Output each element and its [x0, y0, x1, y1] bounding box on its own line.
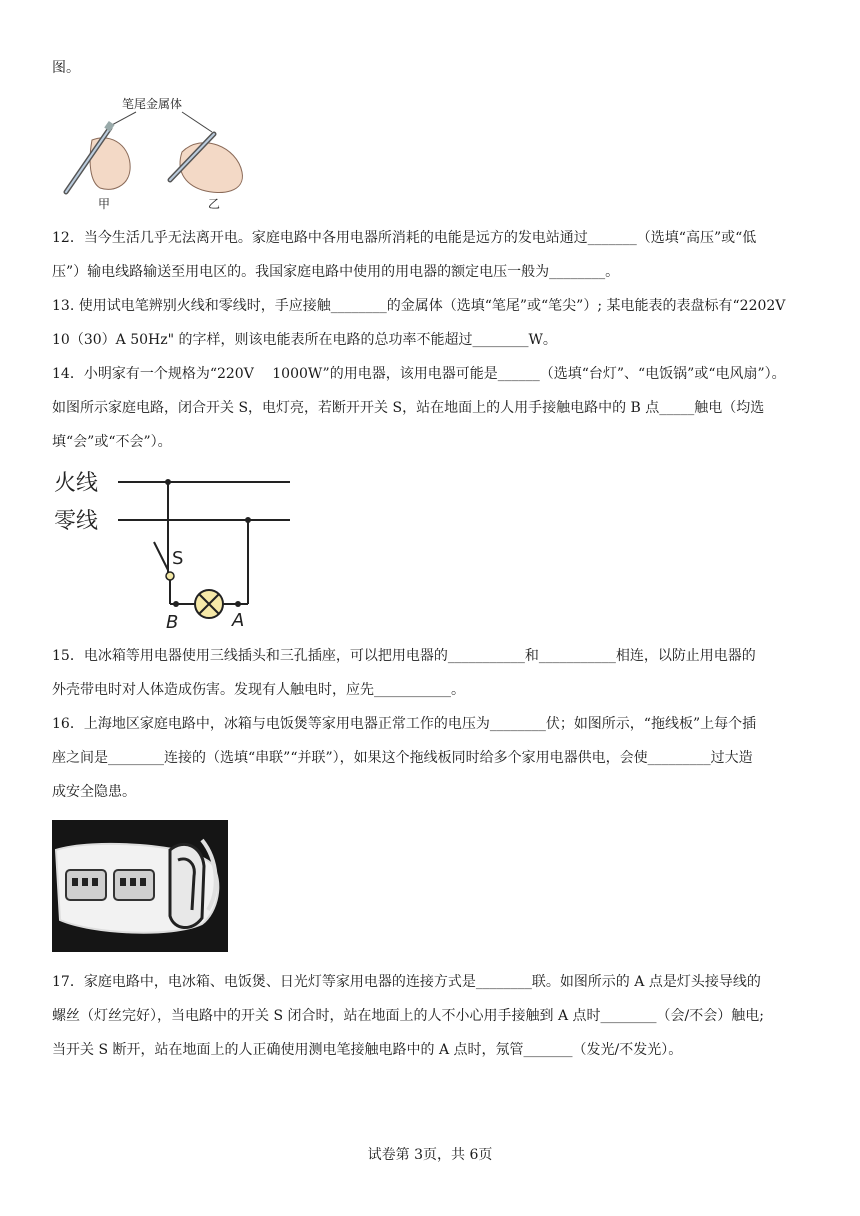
point-a-label: A	[232, 610, 245, 631]
hand-grip-right-icon	[170, 134, 242, 193]
figure-label-right: 乙	[208, 197, 221, 211]
continuation-text: 图。	[52, 60, 80, 76]
q17-line1: 17．家庭电路中，电冰箱、电饭煲、日光灯等家用电器的连接方式是________联。如图所示的 A 点是灯头接导线的	[52, 974, 761, 990]
q14-line3: 填“会”或“不会”）。	[52, 434, 172, 450]
switch-s-icon	[154, 542, 174, 580]
figure-caption: 笔尾金属体	[122, 97, 183, 111]
q16-line1: 16．上海地区家庭电路中，冰箱与电饭煲等家用电器正常工作的电压为________伏；如图所示，“拖线板”上每个插	[52, 716, 757, 732]
q15-line2: 外壳带电时对人体造成伤害。发现有人触电时，应先___________。	[52, 682, 465, 698]
figure-label-left: 甲	[98, 197, 111, 211]
q16-line3: 成安全隐患。	[52, 784, 136, 800]
q14-line2: 如图所示家庭电路，闭合开关 S，电灯亮，若断开开关 S，站在地面上的人用手接触电路中的 B 点_____触电（均选	[52, 400, 765, 416]
q16-line2: 座之间是________连接的（选填“串联”“并联”），如果这个拖线板同时给多个家用电器供电，会使_________过大造	[52, 750, 753, 766]
q17-line2: 螺丝（灯丝完好），当电路中的开关 S 闭合时，站在地面上的人不小心用手接触到 A 点时________（会/不会）触电;	[52, 1008, 764, 1024]
q13-line1: 13. 使用试电笔辨别火线和零线时，手应接触________的金属体（选填“笔尾”或“笔尖”）; 某电能表的表盘标有“2202V	[52, 298, 786, 314]
lamp-icon	[195, 590, 223, 618]
page-footer: 试卷第 3页，共 6页	[367, 1147, 493, 1163]
hand-grip-left-icon	[66, 121, 130, 192]
q12-line1: 12．当今生活几乎无法离开电。家庭电路中各用电器所消耗的电能是远方的发电站通过_______（选填“高压”或“低	[52, 230, 757, 246]
q12-line2: 压”）输电线路输送至用电区的。我国家庭电路中使用的用电器的额定电压一般为________。	[52, 264, 620, 280]
circuit-diagram	[52, 466, 302, 632]
point-b-label: B	[166, 612, 179, 632]
neutral-wire-label: 零线	[54, 509, 99, 534]
test-pen-figure	[52, 92, 262, 212]
switch-label: S	[172, 548, 184, 569]
q14-line1: 14．小明家有一个规格为“220V 1000W”的用电器，该用电器可能是______（选填“台灯”、“电饭锅”或“电风扇”）。	[52, 366, 786, 382]
q17-line3: 当开关 S 断开，站在地面上的人正确使用测电笔接触电路中的 A 点时，氖管_______（发光/不发光）。	[52, 1042, 683, 1058]
q13-line2: 10（30）A 50Hz" 的字样，则该电能表所在电路的总功率不能超过________W。	[52, 332, 557, 348]
live-wire-label: 火线	[54, 471, 99, 496]
power-strip-photo	[52, 820, 228, 952]
q15-line1: 15．电冰箱等用电器使用三线插头和三孔插座，可以把用电器的___________和___________相连，以防止用电器的	[52, 648, 756, 664]
